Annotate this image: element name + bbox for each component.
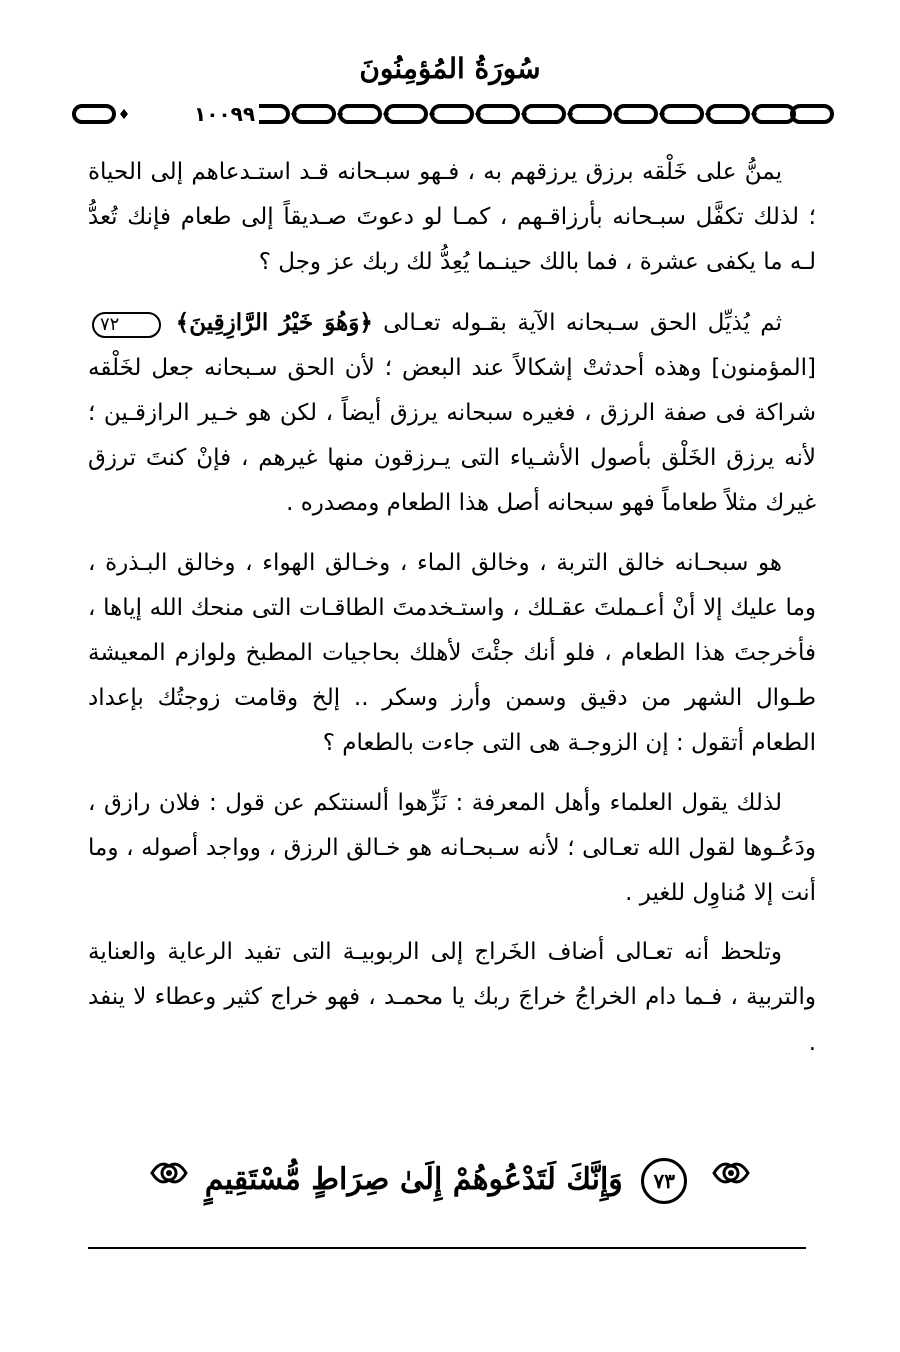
page-number: ١٠٠٩٩ bbox=[190, 100, 259, 128]
flourish-ornament-left bbox=[150, 1151, 188, 1211]
flourish-ornament-right bbox=[712, 1151, 750, 1211]
quran-quote: ﴿وَهُوَ خَيْرُ الرَّازِقِينَ﴾ bbox=[175, 308, 373, 336]
paragraph-2-intro: ثم يُذيِّل الحق سـبحانه الآية بقـوله تعـالى bbox=[383, 309, 782, 336]
chain-ornament-graphic bbox=[72, 100, 834, 128]
commentary-body bbox=[88, 150, 816, 1080]
verse-text: وَإِنَّكَ لَتَدْعُوهُمْ إِلَىٰ صِرَاطٍ مُّسْتَقِيمٍ bbox=[204, 1162, 623, 1197]
paragraph-2 bbox=[88, 300, 816, 527]
footer-divider bbox=[88, 1247, 806, 1249]
paragraph-4: لذلك يقول العلماء وأهل المعرفة : نَزِّهوا ألسنتكم عن قول : فلان رازق ، ودَعُـوها لقول الله تعـالى ؛ لأنه سـبحـانه هو خـالق الرزق ، وواجد أصوله ، وما أنت إلا مُناوِل للغير . bbox=[88, 789, 816, 907]
verse-number-circle: ٧٣ bbox=[641, 1158, 687, 1204]
verse-line bbox=[0, 1150, 900, 1210]
paragraph-5: وتلحظ أنه تعـالى أضاف الخَراج إلى الربوبيـة التى تفيد الرعاية والعناية والتربية ، فـما دام الخراجُ خراجَ ربك يا محمـد ، فهو خراج كثير وعطاء لا ينفد . bbox=[88, 939, 816, 1056]
surah-title: سُورَةُ المُؤمِنُونَ bbox=[359, 52, 541, 85]
paragraph-2-rest: [المؤمنون] وهذه أحدثتْ إشكالاً عند البعض ؛ لأن الحق سـبحانه جعل لخَلْقه شراكة فى صفة الرزق ، فغيره سبحانه يرزق أيضاً ، لكن هو خـير الرازقـين ؛ لأنه يرزق الخَلْق بأصول الأشـياء التى يـرزقون منها غيرهم ، فإنْ كنتَ ترزق غيرك مثلاً طعاماً فهو سبحانه أصل هذا الطعام ومصدره . bbox=[88, 354, 816, 517]
header-chain-ornament bbox=[72, 100, 834, 128]
ayah-number-marker: ٧٢ bbox=[92, 312, 161, 338]
paragraph-1: يمنُّ على خَلْقه برزق يرزقهم به ، فـهو سبـحانه قـد استـدعاهم إلى الحياة ؛ لذلك تكفَّل سبـحانه بأرزاقـهم ، كمـا لو دعوتَ صـديقاً إلى طعام فإنك تُعدُّ لـه ما يكفى عشرة ، فما بالك حينـما يُعِدُّ لك ربك عز وجل ؟ bbox=[88, 159, 816, 276]
paragraph-3: هو سبحـانه خالق التربة ، وخالق الماء ، وخـالق الهواء ، وخالق البـذرة ، وما عليك إلا أنْ أعـملتَ عقـلك ، واستـخدمتَ الطاقـات التى منحك الله إياها ، فأخرجتَ هذا الطعام ، فلو أنك جئْتَ لأهلك بحاجيات المطبخ ولوازم المعيشة طـوال الشهر من دقيق وسمن وأرز وسكر .. إلخ وقامت زوجتُك بإعداد الطعام أتقول : إن الزوجـة هى التى جاءت بالطعام ؟ bbox=[88, 549, 816, 757]
